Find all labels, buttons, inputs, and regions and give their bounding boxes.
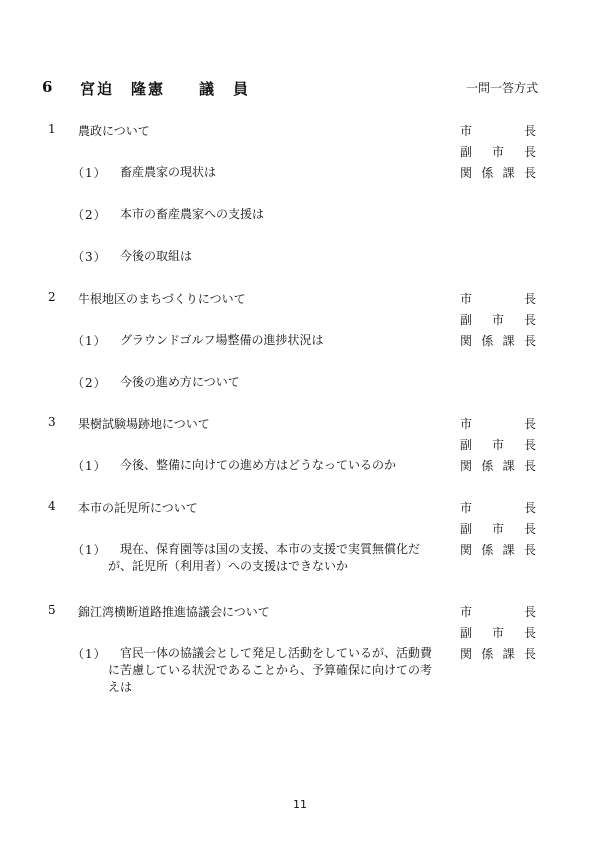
sub-question-number: （1） (72, 459, 107, 473)
question-number: 1 (48, 122, 56, 136)
respondent-section-chief: 関 係 課 長 (460, 543, 536, 557)
question-title: 本市の託児所について (78, 501, 198, 515)
question-title: 果樹試験場跡地について (78, 417, 210, 431)
question-title: 牛根地区のまちづくりについて (78, 292, 246, 306)
sub-question-number: （2） (72, 208, 107, 222)
question-method: 一問一答方式 (465, 81, 538, 95)
sub-question-number: （1） (72, 334, 107, 348)
sub-question-text: 本市の畜産農家への支援は (120, 207, 265, 221)
sub-question-number: （1） (72, 647, 107, 661)
respondent-deputy-mayor: 副 市 長 (460, 438, 536, 452)
question-number: 2 (48, 290, 56, 304)
respondent-section-chief: 関 係 課 長 (460, 459, 536, 473)
page-number: 11 (293, 798, 307, 811)
sub-question-number: （3） (72, 250, 107, 264)
speaker-number: 6 (42, 78, 53, 96)
respondent-mayor: 市 長 (460, 417, 536, 431)
respondent-mayor: 市 長 (460, 501, 536, 515)
respondent-deputy-mayor: 副 市 長 (460, 145, 536, 159)
respondent-mayor: 市 長 (460, 292, 536, 306)
respondent-deputy-mayor: 副 市 長 (460, 522, 536, 536)
question-number: 4 (48, 499, 56, 513)
question-title: 農政について (78, 124, 150, 138)
sub-question-text: 今後、整備に向けての進め方はどうなっているのか (120, 458, 397, 472)
respondent-section-chief: 関 係 課 長 (460, 647, 536, 661)
question-number: 3 (48, 415, 56, 429)
sub-question-number: （2） (72, 376, 107, 390)
respondent-mayor: 市 長 (460, 124, 536, 138)
respondent-deputy-mayor: 副 市 長 (460, 626, 536, 640)
speaker-name: 宮迫 隆憲 議 員 (80, 80, 251, 98)
question-number: 5 (48, 603, 56, 617)
sub-question-text: グラウンドゴルフ場整備の進捗状況は (120, 333, 324, 347)
respondent-mayor: 市 長 (460, 605, 536, 619)
sub-question-number: （1） (72, 543, 107, 557)
sub-question-text: 官民一体の協議会として発足し活動をしているが、活動費に苦慮している状況であることから、予算確保に向けての考えは (108, 646, 433, 694)
speaker-header (42, 74, 538, 100)
respondent-deputy-mayor: 副 市 長 (460, 313, 536, 327)
question-title: 錦江湾横断道路推進協議会について (78, 605, 270, 619)
sub-question-text: 今後の進め方について (120, 375, 240, 389)
sub-question-text: 現在、保育園等は国の支援、本市の支援で実質無償化だが、託児所（利用者）への支援はできないか (108, 542, 421, 573)
respondent-section-chief: 関 係 課 長 (460, 334, 536, 348)
sub-question-text: 今後の取組は (120, 249, 193, 263)
respondent-section-chief: 関 係 課 長 (460, 166, 536, 180)
sub-question-text: 畜産農家の現状は (120, 165, 217, 179)
sub-question-number: （1） (72, 166, 107, 180)
